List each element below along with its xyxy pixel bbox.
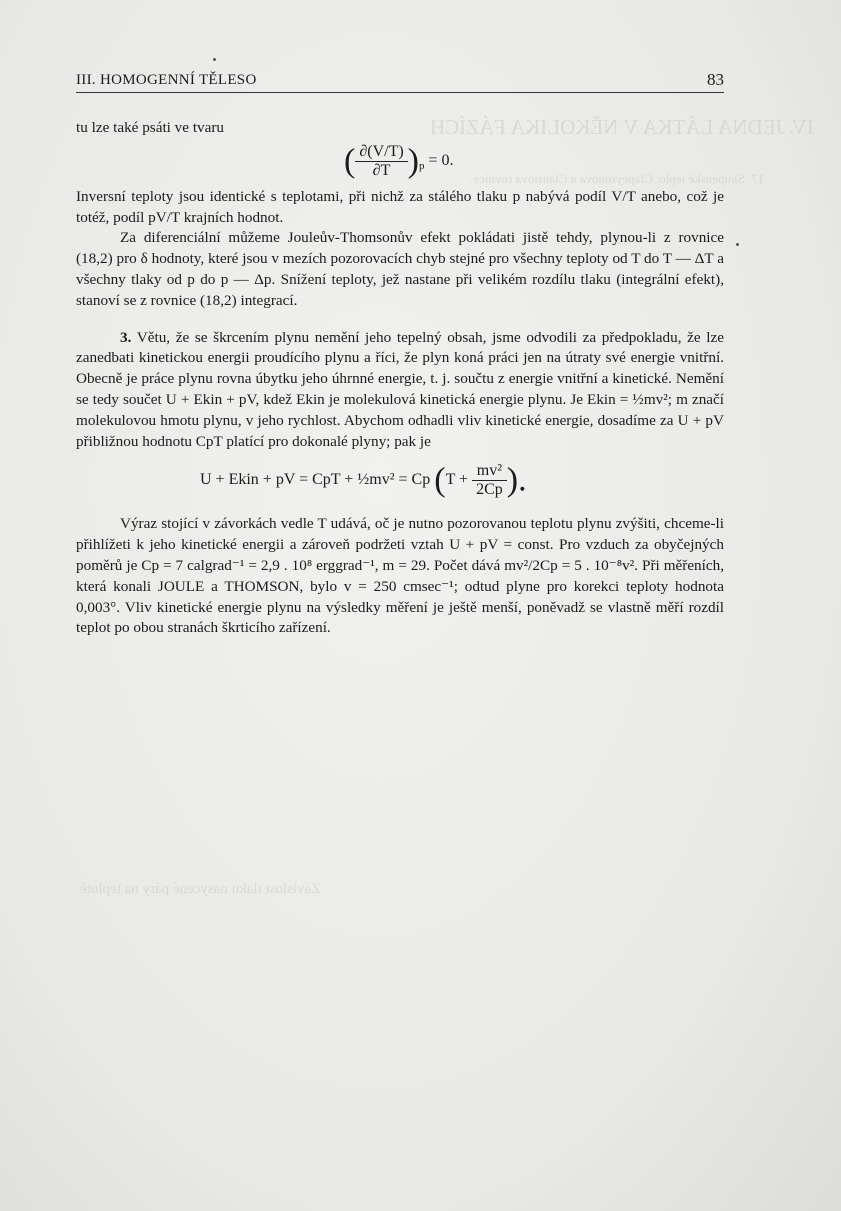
page-number: 83 <box>707 70 724 89</box>
bleed-through-heading: IV. JEDNA LÁTKA V NĚKOLIKA FÁZÍCH <box>430 115 814 139</box>
ink-speck <box>736 243 739 246</box>
equation-energy: U + Ekin + pV = CpT + ½mv² = Cp (T + $\frac{\text{mv²}}{2Cp}$ ). <box>200 461 527 499</box>
text-body <box>76 118 724 639</box>
paragraph-correction: Výraz stojící v závorkách vedle T udává, oč je nutno pozorovanou teplotu plynu zvýšiti, chceme-li přihlížeti k jeho kinetické energii a zároveň podržeti vztah U + pV = const. Pro vzduch za obyčejných poměrů je Cp = 7 calgrad⁻¹ = 2,9 . 10⁸ erggrad⁻¹, m = 29. Počet dává mv²/2Cp = 5 . 10⁻⁸v². Při měřeních, která konali JOULE a THOMSON, bylo v = 250 cmsec⁻¹; odtud plyne pro korekci teploty hodnota 0,003°. Vliv kinetické energie plynu na výsledky měření je ještě menší, poněvadž se vlastně měří rozdíl teplot po obou stranách škrticího zařízení. <box>76 515 724 637</box>
intro-line: tu lze také psáti ve tvaru <box>76 119 225 136</box>
ink-speck <box>213 58 216 61</box>
paragraph-differential: Za diferenciální můžeme Jouleův-Thomsonův efekt pokládati jistě tehdy, plynou-li z rovnice (18,2) pro δ hodnoty, které jsou v mezích pozorovacích chyb stejné pro všechny teploty od T do T — ΔT a všechny tlaky od p do p — Δp. Snížení teploty, jež nastane při velikém rozdílu tlaku (integrální efekt), stanoví se z rovnice (18,2) integrací. <box>76 229 724 309</box>
paragraph-section-3 <box>76 328 724 453</box>
bleed-through-line: Závislost tlaku nasycené páry na teplotě <box>80 881 321 897</box>
bleed-through-line: 17. Skupenské teplo. Clapeyronova a Clausiova rovnice. <box>470 171 765 186</box>
section-number: 3. <box>120 328 132 346</box>
section-3-text: Větu, že se škrcením plynu nemění jeho tepelný obsah, jsme odvodili za předpokladu, že lze zanedbati kinetickou energii proudícího plynu a říci, že plyn koná práci jen na útraty své energie vnitřní. Obecně je práce plynu rovna úbytku jeho úhrnné energie, t. j. součtu z energie vnitřní a kinetické. Nemění se tedy součet U + Ekin + pV, kdež Ekin je molekulová kinetická energie plynu. Je Ekin = ½mv²; m značí molekulovou hmotu plynu, v jeho rychlost. Abychom odhadli vliv kinetické energie, dosadíme za U + pV přibližnou hodnotu CpT platící pro dokonalé plyny; pak je <box>76 328 724 450</box>
fraction: $\frac{\text{mv²}}{2Cp}$ <box>472 462 507 499</box>
paragraph-inversion: Inversní teploty jsou identické s teplotami, při nichž za stálého tlaku p nabývá podíl V/T anebo, což je totéž, podíl pV/T krajních hodnot. <box>76 187 724 226</box>
fraction: $\frac{\partial(V/T)}{\partial T}$ <box>355 143 407 180</box>
section-title: III. HOMOGENNÍ TĚLESO <box>76 72 257 88</box>
running-header <box>76 70 724 93</box>
equation-derivative: ( $\frac{\partial(V/T)}{\partial T}$ )$_p = 0$. <box>344 142 454 180</box>
